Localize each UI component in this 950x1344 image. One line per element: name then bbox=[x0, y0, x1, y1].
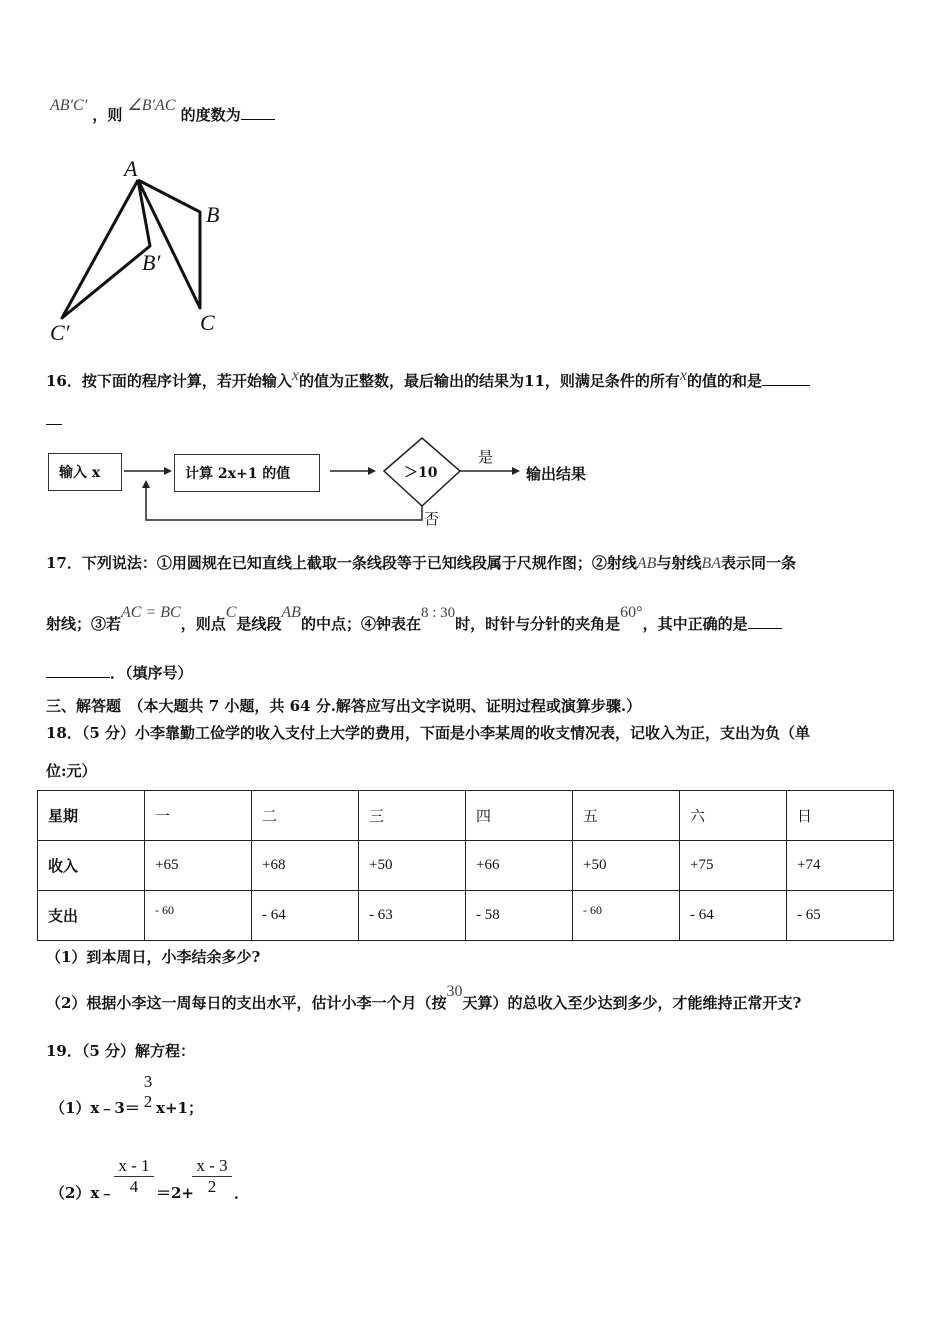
q17-ba: BA bbox=[701, 555, 721, 572]
table-row bbox=[38, 841, 894, 891]
flow-yes-label: 是 bbox=[478, 448, 494, 466]
table-cell: +65 bbox=[145, 841, 252, 891]
q19-eq2-mid: ＝2+ bbox=[156, 1184, 195, 1202]
q17-line3 bbox=[46, 662, 193, 683]
q19-eq1 bbox=[50, 1097, 140, 1118]
q19-eq2-fraction2 bbox=[192, 1156, 232, 1197]
q19-eq1-fraction bbox=[140, 1072, 156, 1112]
q19-eq1-a: （1）x﹣3＝ bbox=[50, 1099, 140, 1117]
q15-geometry-figure bbox=[40, 150, 240, 350]
q16-text-c: 的值的和是 bbox=[687, 372, 763, 390]
table-header-cell: 二 bbox=[252, 791, 359, 841]
q18-line2: 位:元） bbox=[46, 762, 97, 780]
q17-ab2: AB bbox=[281, 604, 301, 621]
table-cell: +50 bbox=[573, 841, 680, 891]
q15-answer-blank bbox=[241, 119, 275, 120]
q17-line2 bbox=[46, 604, 782, 634]
q18-sub2-a: （2）根据小李这一周每日的支出水平，估计小李一个月（按 bbox=[46, 994, 447, 1012]
q17-line2-d: 的中点；④钟表在 bbox=[300, 615, 421, 633]
q18-sub2 bbox=[46, 983, 802, 1013]
q18-sub2-num: 30 bbox=[446, 983, 463, 1000]
q17-time: 8 : 30 bbox=[420, 605, 456, 621]
q18-line1: 18．（5 分）小李靠勤工俭学的收入支付上大学的费用，下面是小李某周的收支情况表，记收入为正，支出为负（单 bbox=[46, 724, 811, 742]
q15-angle-math: ∠B′AC bbox=[127, 97, 176, 114]
q19-eq2-fraction1 bbox=[114, 1156, 154, 1197]
q17-line3-text: ．（填序号） bbox=[110, 664, 193, 682]
flow-output-label: 输出结果 bbox=[526, 465, 587, 483]
segment-ab-c bbox=[138, 180, 200, 308]
label-a: A bbox=[124, 156, 138, 181]
q17-line2-c: 是线段 bbox=[236, 615, 282, 633]
q17-line1-b: 与射线 bbox=[656, 554, 702, 572]
table-cell: - 63 bbox=[359, 891, 466, 941]
table-cell: - 64 bbox=[680, 891, 787, 941]
table-cell-value: - 60 bbox=[155, 903, 174, 917]
table-cell: - 58 bbox=[466, 891, 573, 941]
q19-eq1-num: 3 bbox=[143, 1072, 153, 1091]
q16-blank-wrap bbox=[46, 408, 62, 429]
q17-line2-b: ，则点 bbox=[180, 615, 226, 633]
q15-triangle-math: AB′C′ bbox=[50, 97, 88, 114]
table-row bbox=[38, 891, 894, 941]
table-cell bbox=[573, 891, 680, 941]
q16-answer-blank-cont bbox=[46, 408, 62, 425]
q18-sub1: （1）到本周日，小李结余多少? bbox=[46, 948, 261, 966]
table-header-cell: 星期 bbox=[38, 791, 145, 841]
table-cell: - 64 bbox=[252, 891, 359, 941]
q17-answer-blank-cont bbox=[46, 677, 110, 678]
q17-line2-f: ，其中正确的是 bbox=[642, 615, 748, 633]
table-header-cell: 日 bbox=[787, 791, 894, 841]
q19-eq2-num1: x - 1 bbox=[114, 1156, 154, 1177]
label-c: C bbox=[200, 310, 215, 335]
flow-condition-label: ＞10 bbox=[404, 465, 438, 481]
q19-eq2-end: ． bbox=[234, 1184, 250, 1202]
q19-eq2-den1: 4 bbox=[129, 1177, 139, 1196]
table-row bbox=[38, 791, 894, 841]
q19-title: 19．（5 分）解方程： bbox=[46, 1042, 196, 1060]
q17-line1-c: 表示同一条 bbox=[721, 554, 797, 572]
q16-x2: x bbox=[679, 367, 687, 384]
q19-eq1-tail: x+1； bbox=[156, 1099, 203, 1117]
q18-sub2-b: 天算）的总收入至少达到多少，才能维持正常开支? bbox=[462, 994, 802, 1012]
table-cell: +66 bbox=[466, 841, 573, 891]
q17-ab: AB bbox=[636, 555, 657, 572]
q18-table bbox=[37, 790, 894, 941]
q19-eq2-den2: 2 bbox=[207, 1177, 217, 1196]
q19-eq1-den: 2 bbox=[143, 1092, 153, 1111]
label-b: B bbox=[206, 202, 220, 227]
table-row-label: 支出 bbox=[38, 891, 145, 941]
q16-text-a: 16．按下面的程序计算，若开始输入 bbox=[46, 372, 292, 390]
q19-eq2 bbox=[50, 1182, 114, 1203]
table-cell: +68 bbox=[252, 841, 359, 891]
q16-text-b: 的值为正整数，最后输出的结果为11，则满足条件的所有 bbox=[299, 372, 680, 390]
q19-eq2-a: （2）x﹣ bbox=[50, 1184, 115, 1202]
table-cell: +50 bbox=[359, 841, 466, 891]
flow-compute-label: 计算 2x+1 的值 bbox=[185, 466, 291, 482]
table-cell bbox=[145, 891, 252, 941]
q17-eq: AC = BC bbox=[121, 604, 181, 621]
q17-line2-a: 射线；③若 bbox=[46, 615, 122, 633]
q17-line1-a: 17．下列说法：①用圆规在已知直线上截取一条线段等于已知线段属于尺规作图；②射线 bbox=[46, 554, 637, 572]
q17-angle: 60° bbox=[620, 604, 643, 621]
table-header-cell: 六 bbox=[680, 791, 787, 841]
q16-x1: x bbox=[291, 367, 299, 384]
q15-line bbox=[50, 97, 275, 125]
q16-answer-blank bbox=[762, 385, 810, 386]
q17-c: C bbox=[225, 604, 237, 621]
flow-no-label: 否 bbox=[424, 510, 440, 528]
q17-answer-blank bbox=[748, 628, 782, 629]
table-cell: +75 bbox=[680, 841, 787, 891]
arrow-no-loop bbox=[146, 482, 422, 520]
table-cell: +74 bbox=[787, 841, 894, 891]
q16-line bbox=[46, 367, 810, 391]
table-cell: - 65 bbox=[787, 891, 894, 941]
section-3-heading: 三、解答题 （本大题共 7 小题，共 64 分.解答应写出文字说明、证明过程或演算步骤.） bbox=[46, 697, 642, 715]
label-c-prime: C′ bbox=[50, 320, 70, 345]
q15-suffix: 的度数为 bbox=[180, 106, 241, 124]
q19-eq2-num2: x - 3 bbox=[192, 1156, 232, 1177]
flow-input-label: 输入 x bbox=[59, 465, 101, 481]
q17-line2-e: 时，时针与分针的夹角是 bbox=[455, 615, 621, 633]
q17-line1 bbox=[46, 552, 796, 573]
q15-then: ，则 bbox=[92, 106, 123, 124]
table-row-label: 收入 bbox=[38, 841, 145, 891]
table-header-cell: 一 bbox=[145, 791, 252, 841]
label-b-prime: B′ bbox=[142, 250, 161, 275]
table-header-cell: 五 bbox=[573, 791, 680, 841]
segment-ac-prime bbox=[62, 180, 150, 318]
flow-input-box bbox=[48, 453, 122, 491]
table-cell-value: - 60 bbox=[583, 903, 602, 917]
table-header-cell: 三 bbox=[359, 791, 466, 841]
table-header-cell: 四 bbox=[466, 791, 573, 841]
